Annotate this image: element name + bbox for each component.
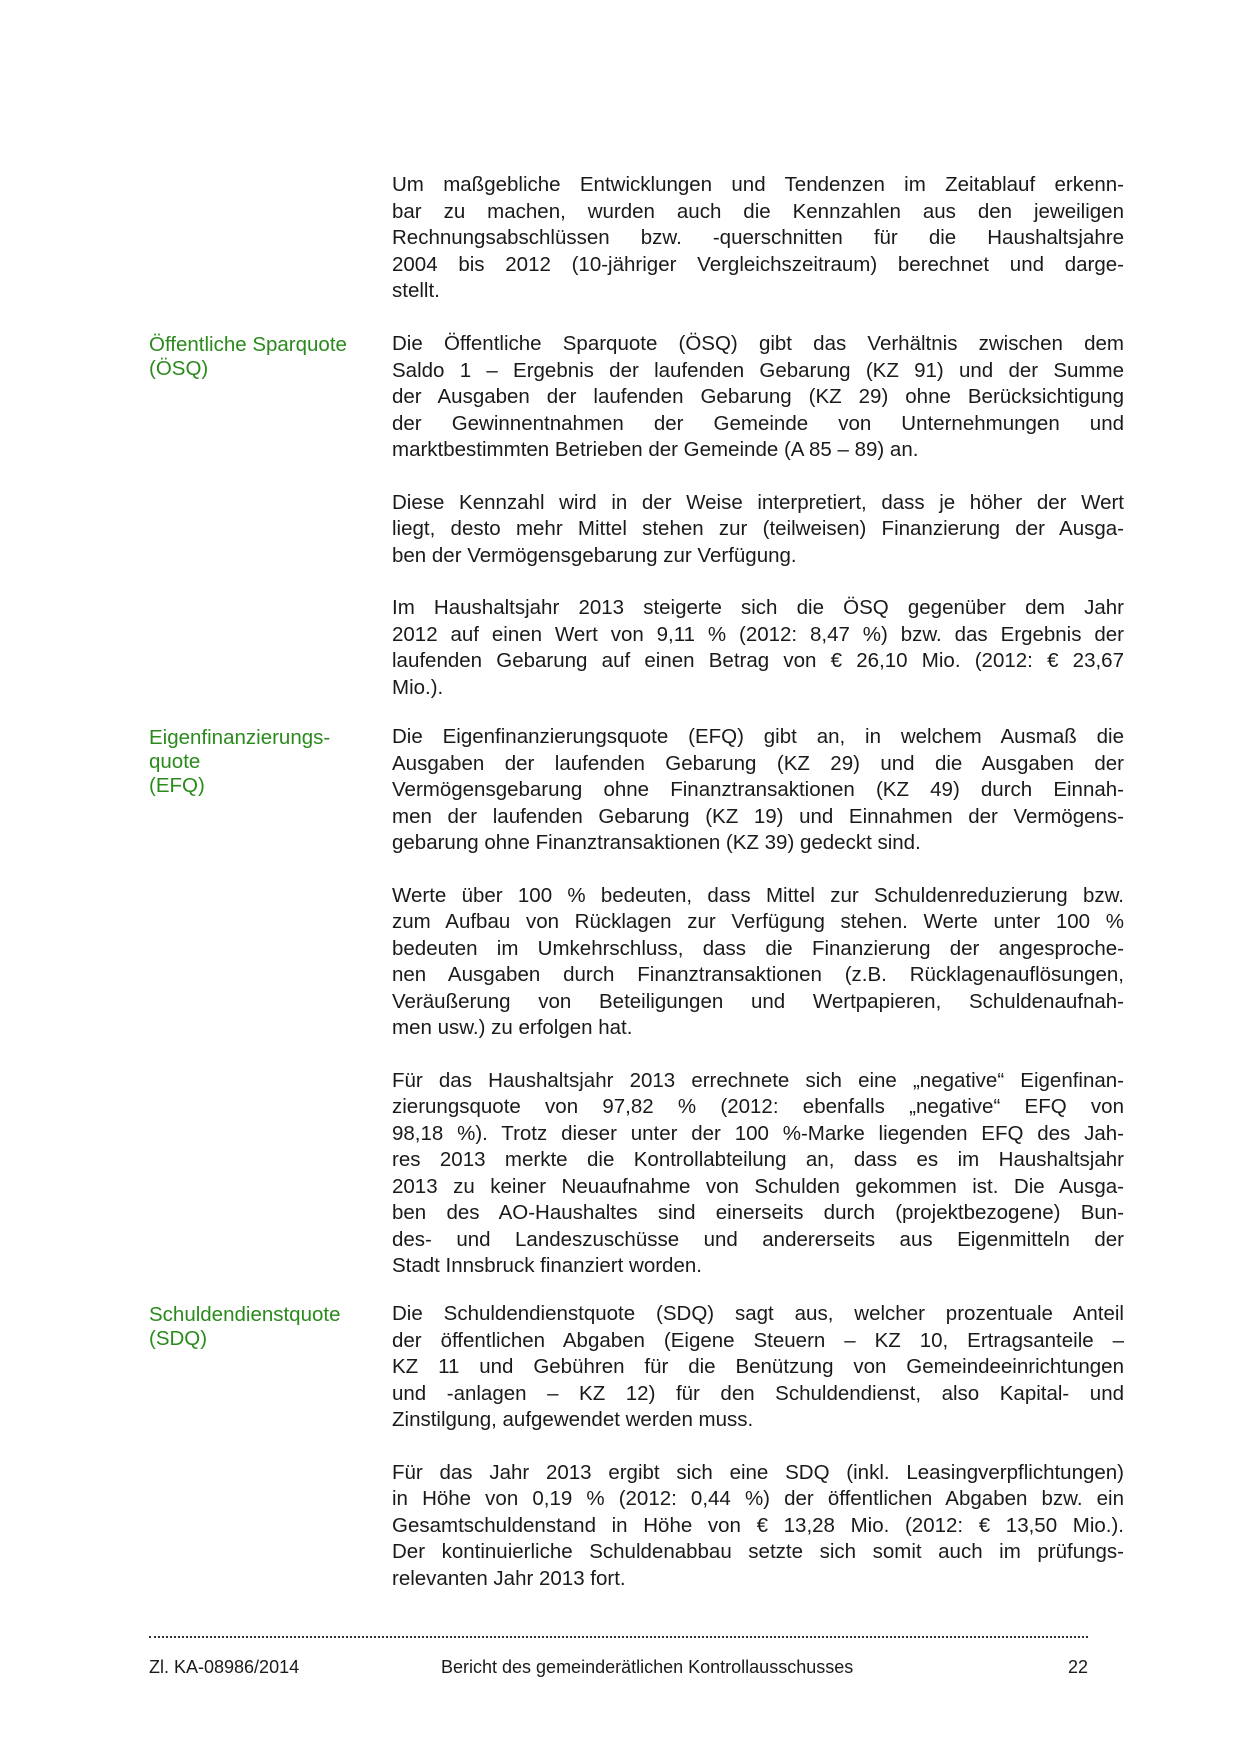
footer-title: Bericht des gemeinderätlichen Kontrollausschusses bbox=[441, 1657, 854, 1677]
section-efq bbox=[392, 724, 1124, 1306]
footer-dotted-rule bbox=[149, 1636, 1088, 1638]
sidenote-line: Öffentliche Sparquote bbox=[149, 333, 347, 356]
sidenote-line: Schuldendienstquote bbox=[149, 1303, 341, 1326]
text-line: relevanten Jahr 2013 fort. bbox=[392, 1566, 626, 1590]
text-line: der Gewinnentnahmen der Gemeinde von Unternehmungen und bbox=[392, 411, 1124, 435]
text-line: gebarung ohne Finanztransaktionen (KZ 39) gedeckt sind. bbox=[392, 831, 921, 854]
text-line: Die Schuldendienstquote (SDQ) sagt aus, welcher prozentuale Anteil bbox=[392, 1302, 1124, 1325]
text-line: zum Aufbau von Rücklagen zur Verfügung stehen. Werte unter 100 % bbox=[392, 910, 1124, 933]
text-line: zierungsquote von 97,82 % (2012: ebenfalls „negative“ EFQ von bbox=[392, 1095, 1124, 1118]
text-line: ben der Vermögensgebarung zur Verfügung. bbox=[392, 543, 797, 567]
text-line: marktbestimmten Betrieben der Gemeinde (A 85 – 89) an. bbox=[392, 438, 919, 461]
text-line: Mio.). bbox=[392, 675, 444, 699]
text-line: Um maßgebliche Entwicklungen und Tendenzen im Zeitablauf erkenn- bbox=[392, 173, 1124, 196]
sidenote-line: Eigenfinanzierungs- bbox=[149, 726, 331, 749]
sidenote-line: (EFQ) bbox=[149, 774, 205, 797]
text-line: Die Eigenfinanzierungsquote (EFQ) gibt an, in welchem Ausmaß die bbox=[392, 725, 1124, 748]
text-line: Für das Haushaltsjahr 2013 errechnete sich eine „negative“ Eigenfinan- bbox=[392, 1068, 1124, 1092]
intro-text bbox=[392, 172, 1124, 305]
efq-paragraph-3 bbox=[392, 1068, 1124, 1280]
sidenote-efq bbox=[149, 726, 369, 798]
text-line: Diese Kennzahl wird in der Weise interpretiert, dass je höher der Wert bbox=[392, 490, 1124, 514]
text-line: men usw.) zu erfolgen hat. bbox=[392, 1016, 633, 1039]
efq-paragraph-2 bbox=[392, 883, 1124, 1042]
text-line: KZ 11 und Gebühren für die Benützung von Gemeindeeinrichtungen bbox=[392, 1355, 1124, 1378]
text-line: Vermögensgebarung ohne Finanztransaktionen (KZ 49) durch Einnah- bbox=[392, 778, 1124, 801]
sidenote-line: (SDQ) bbox=[149, 1327, 208, 1350]
text-line: Zinstilgung, aufgewendet werden muss. bbox=[392, 1408, 754, 1431]
text-line: Die Öffentliche Sparquote (ÖSQ) gibt das Verhältnis zwischen dem bbox=[392, 332, 1124, 355]
section-sdq bbox=[392, 1301, 1124, 1618]
osq-paragraph-1 bbox=[392, 331, 1124, 464]
footer-reference: Zl. KA-08986/2014 bbox=[149, 1657, 300, 1677]
text-line: 2012 auf einen Wert von 9,11 % (2012: 8,47 %) bzw. das Ergebnis der bbox=[392, 622, 1124, 646]
text-line: Der kontinuierliche Schuldenabbau setzte sich somit auch im prüfungs- bbox=[392, 1540, 1124, 1563]
text-line: der Ausgaben der laufenden Gebarung (KZ 29) ohne Berücksichtigung bbox=[392, 385, 1124, 408]
text-line: in Höhe von 0,19 % (2012: 0,44 %) der öffentlichen Abgaben bzw. ein bbox=[392, 1487, 1124, 1510]
text-line: ben des AO-Haushaltes sind einerseits durch (projektbezogene) Bun- bbox=[392, 1201, 1124, 1224]
sidenote-sdq bbox=[149, 1303, 369, 1351]
sdq-paragraph-1 bbox=[392, 1301, 1124, 1434]
sidenote-line: quote bbox=[149, 750, 201, 773]
text-line: Stadt Innsbruck finanziert worden. bbox=[392, 1254, 702, 1277]
osq-paragraph-2 bbox=[392, 490, 1124, 570]
text-line: Ausgaben der laufenden Gebarung (KZ 29) und die Ausgaben der bbox=[392, 751, 1124, 775]
sidenote-line: (ÖSQ) bbox=[149, 357, 209, 380]
text-line: Saldo 1 – Ergebnis der laufenden Gebarung (KZ 91) und der Summe bbox=[392, 358, 1124, 382]
text-line: Für das Jahr 2013 ergibt sich eine SDQ (inkl. Leasingverpflichtungen) bbox=[392, 1460, 1124, 1484]
sidenote-osq bbox=[149, 333, 369, 381]
section-osq bbox=[392, 331, 1124, 727]
efq-paragraph-1 bbox=[392, 724, 1124, 857]
text-line: der öffentlichen Abgaben (Eigene Steuern – KZ 10, Ertragsanteile – bbox=[392, 1328, 1124, 1352]
text-line: nen Ausgaben durch Finanztransaktionen (z.B. Rücklagenauflösungen, bbox=[392, 963, 1124, 986]
intro-paragraph bbox=[392, 172, 1124, 331]
text-line: des- und Landeszuschüsse und andererseits aus Eigenmitteln der bbox=[392, 1227, 1124, 1251]
page-number: 22 bbox=[1068, 1657, 1089, 1677]
text-line: Gesamtschuldenstand in Höhe von € 13,28 Mio. (2012: € 13,50 Mio.). bbox=[392, 1513, 1124, 1537]
text-line: 2013 zu keiner Neuaufnahme von Schulden gekommen ist. Die Ausga- bbox=[392, 1174, 1124, 1198]
text-line: bedeuten im Umkehrschluss, dass die Finanzierung der angesproche- bbox=[392, 936, 1124, 960]
sdq-paragraph-2 bbox=[392, 1460, 1124, 1593]
text-line: Werte über 100 % bedeuten, dass Mittel zur Schuldenreduzierung bzw. bbox=[392, 883, 1124, 907]
text-line: Rechnungsabschlüssen bzw. -querschnitten für die Haushaltsjahre bbox=[392, 226, 1124, 249]
text-line: men der laufenden Gebarung (KZ 19) und Einnahmen der Vermögens- bbox=[392, 804, 1124, 828]
text-line: stellt. bbox=[392, 279, 440, 302]
text-line: 98,18 %). Trotz dieser unter der 100 %-Marke liegenden EFQ des Jah- bbox=[392, 1121, 1124, 1145]
text-line: 2004 bis 2012 (10-jähriger Vergleichszeitraum) berechnet und darge- bbox=[392, 252, 1124, 276]
text-line: Veräußerung von Beteiligungen und Wertpapieren, Schuldenaufnah- bbox=[392, 989, 1124, 1013]
text-line: laufenden Gebarung auf einen Betrag von € 26,10 Mio. (2012: € 23,67 bbox=[392, 649, 1124, 672]
osq-paragraph-3 bbox=[392, 595, 1124, 701]
text-line: bar zu machen, wurden auch die Kennzahlen aus den jeweiligen bbox=[392, 199, 1124, 223]
text-line: res 2013 merkte die Kontrollabteilung an, dass es im Haushaltsjahr bbox=[392, 1148, 1124, 1171]
text-line: liegt, desto mehr Mittel stehen zur (teilweisen) Finanzierung der Ausga- bbox=[392, 517, 1124, 540]
text-line: und -anlagen – KZ 12) für den Schuldendienst, also Kapital- und bbox=[392, 1381, 1124, 1405]
text-line: Im Haushaltsjahr 2013 steigerte sich die ÖSQ gegenüber dem Jahr bbox=[392, 596, 1124, 619]
